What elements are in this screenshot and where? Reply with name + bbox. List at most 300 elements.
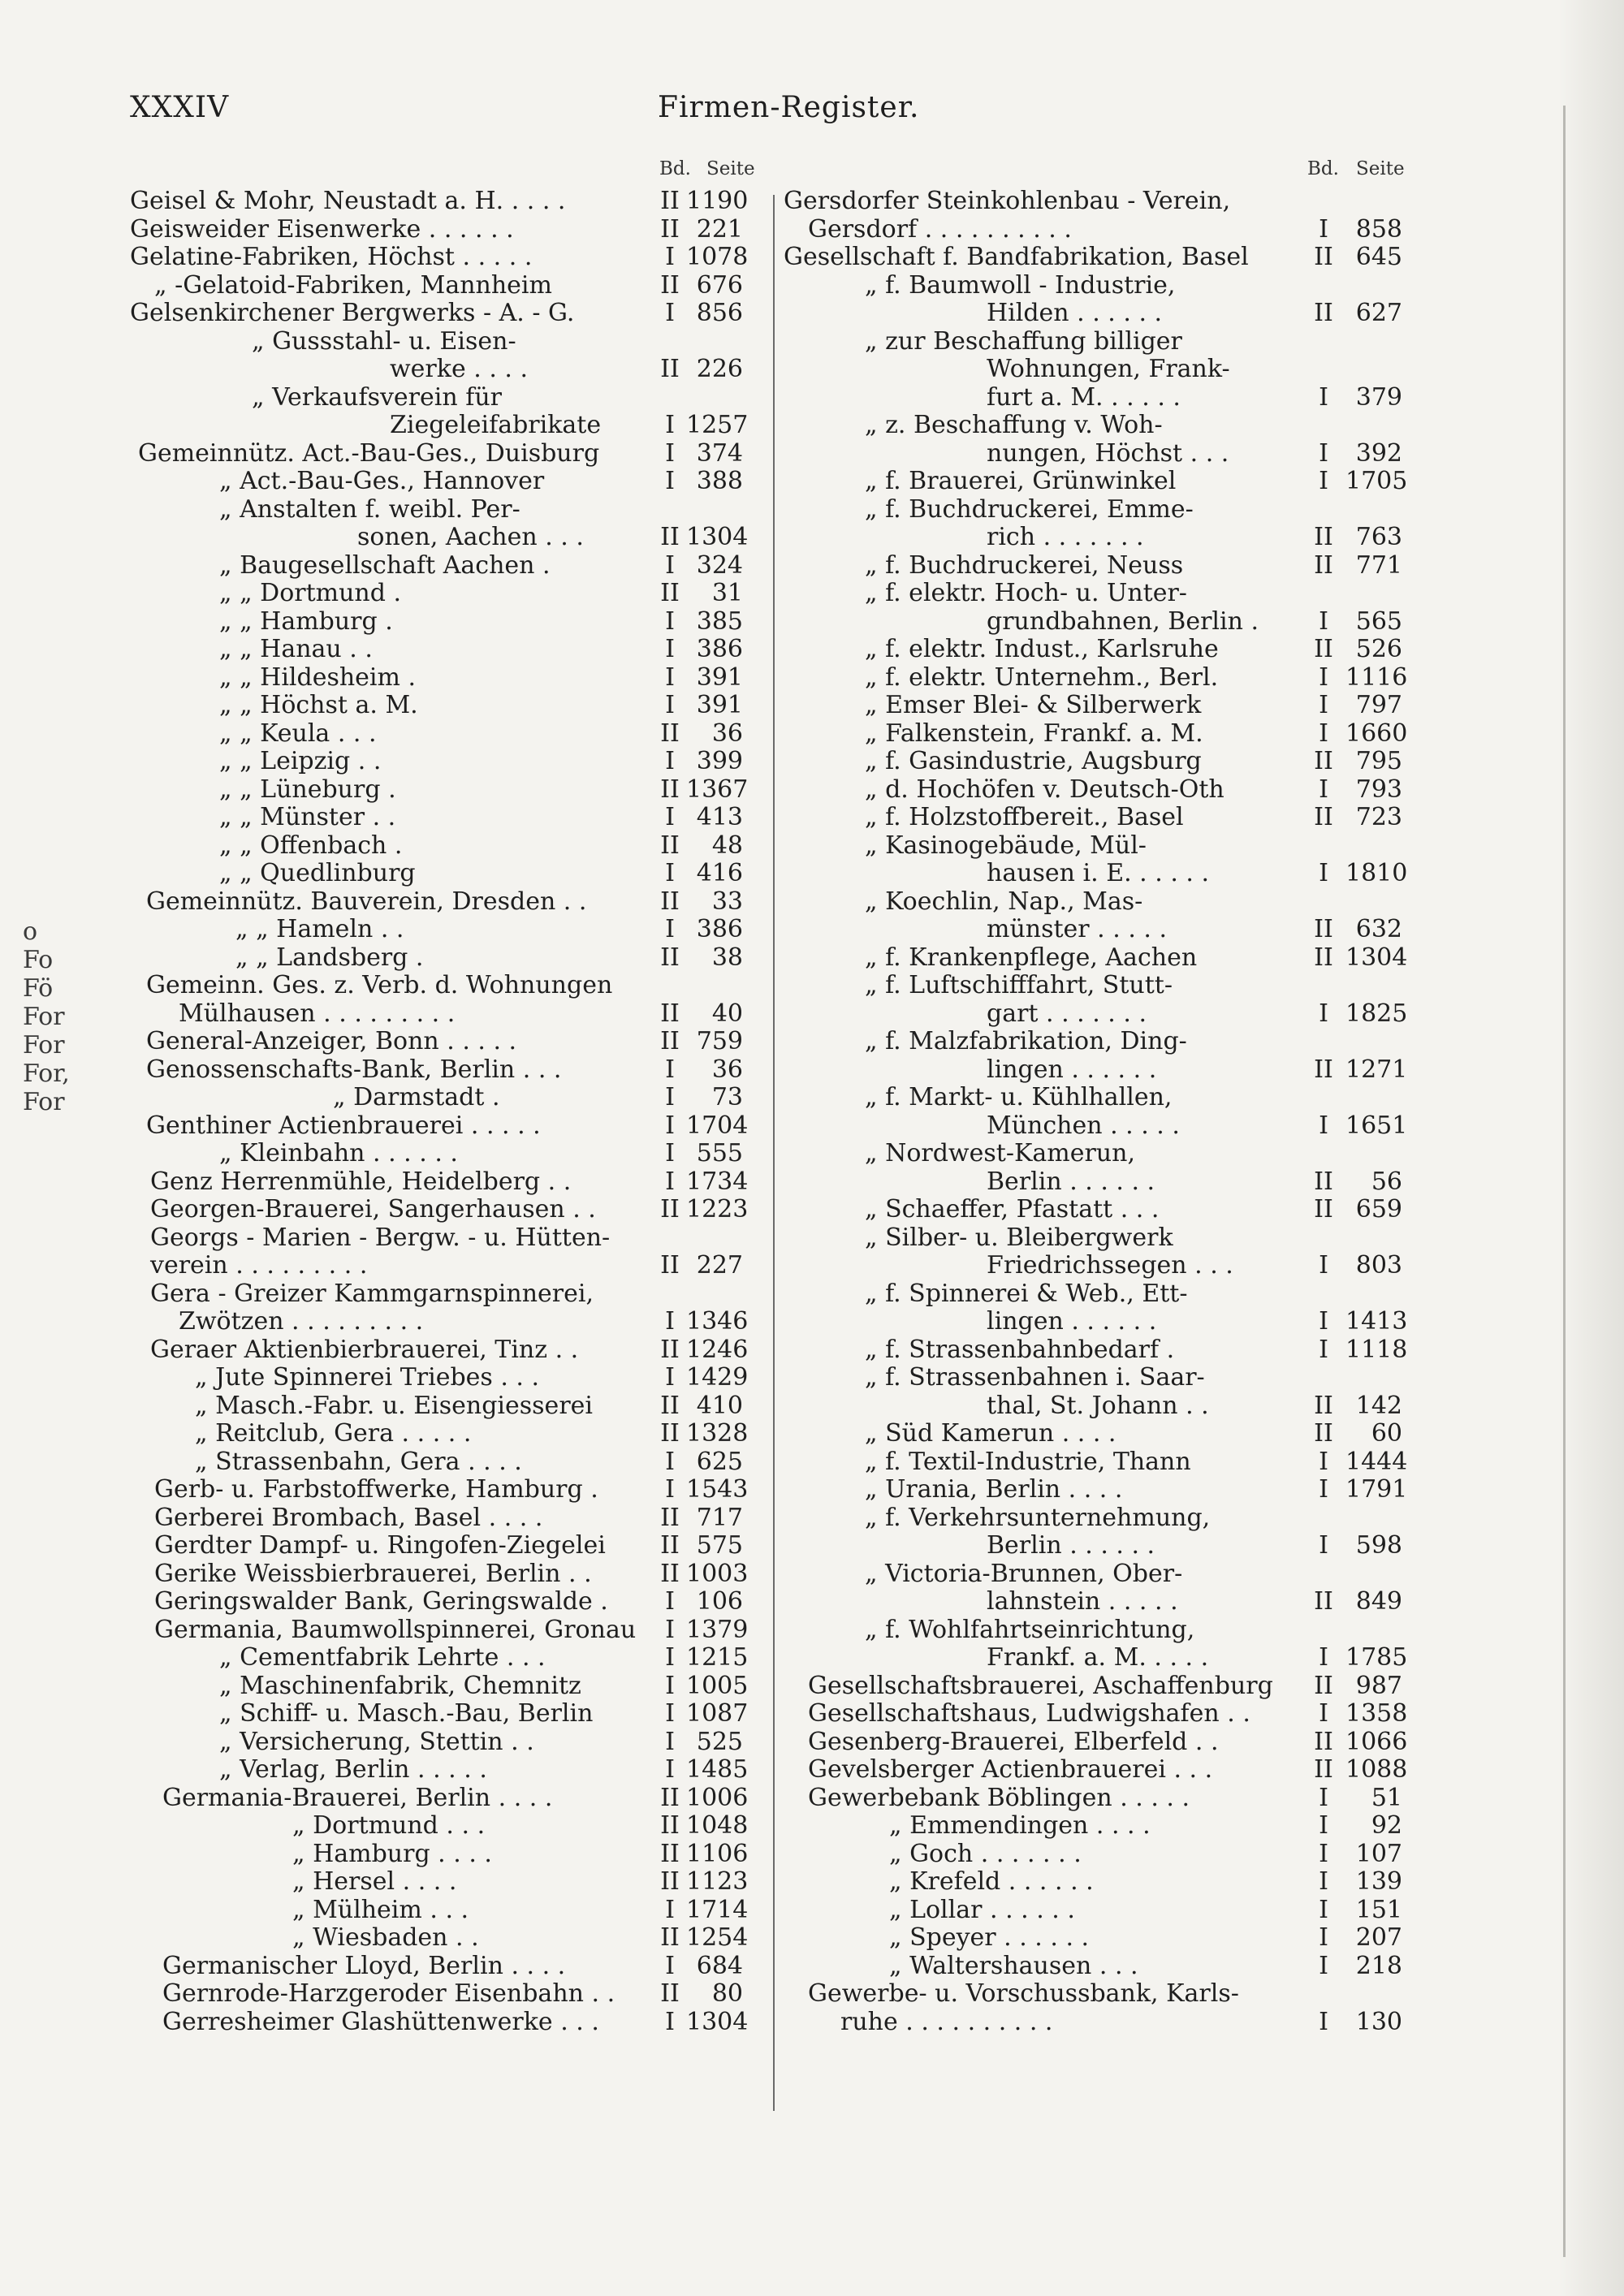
entry-volume: II bbox=[660, 1979, 680, 2008]
entry-name: „ f. Holzstoffbereit., Basel bbox=[865, 803, 1184, 831]
entry-page: 717 bbox=[696, 1503, 743, 1532]
register-entry bbox=[130, 524, 796, 552]
entry-page: 1444 bbox=[1345, 1447, 1408, 1476]
register-entry bbox=[784, 804, 1425, 832]
page-number: XXXIV bbox=[130, 91, 230, 124]
entry-volume: I bbox=[1319, 999, 1328, 1028]
entry-name: „ Süd Kamerun . . . . bbox=[865, 1419, 1116, 1448]
entry-page: 1116 bbox=[1345, 662, 1408, 692]
register-entry bbox=[784, 524, 1425, 552]
entry-volume: I bbox=[665, 1475, 675, 1504]
entry-volume: II bbox=[660, 719, 680, 748]
entry-page: 575 bbox=[696, 1531, 743, 1560]
register-entry bbox=[130, 1868, 796, 1897]
entry-volume: II bbox=[1314, 1055, 1333, 1084]
entry-page: 385 bbox=[696, 606, 743, 636]
entry-volume: I bbox=[665, 299, 675, 327]
entry-page: 1304 bbox=[1345, 943, 1408, 972]
entry-page: 771 bbox=[1355, 550, 1402, 580]
entry-page: 218 bbox=[1355, 1951, 1402, 1980]
register-entry bbox=[130, 272, 796, 300]
entry-name: Geisweider Eisenwerke . . . . . . bbox=[130, 214, 514, 244]
entry-volume: II bbox=[660, 1027, 680, 1055]
entry-name: „ zur Beschaffung billiger bbox=[865, 326, 1182, 356]
entry-page: 1087 bbox=[686, 1699, 749, 1728]
register-entry bbox=[784, 1140, 1425, 1168]
entry-page: 849 bbox=[1355, 1587, 1402, 1616]
entry-name: Gewerbebank Böblingen . . . . . bbox=[808, 1783, 1190, 1812]
entry-name: Gernrode-Harzgeroder Eisenbahn . . bbox=[162, 1979, 615, 2008]
entry-page: 1791 bbox=[1345, 1475, 1408, 1504]
entry-volume: I bbox=[1319, 467, 1328, 495]
margin-mark: o bbox=[23, 917, 38, 946]
entry-volume: I bbox=[665, 438, 675, 468]
entry-page: 1106 bbox=[686, 1839, 749, 1868]
register-entry bbox=[130, 580, 796, 608]
entry-page: 1118 bbox=[1345, 1335, 1408, 1364]
entry-page: 1190 bbox=[686, 187, 749, 215]
register-entry bbox=[784, 636, 1425, 664]
entry-page: 1304 bbox=[686, 523, 749, 551]
entry-page: 80 bbox=[711, 1979, 743, 2008]
entry-volume: I bbox=[665, 1447, 675, 1476]
entry-name: Frankf. a. M. . . . . bbox=[987, 1643, 1209, 1672]
entry-page: 793 bbox=[1355, 775, 1402, 804]
entry-volume: II bbox=[660, 1503, 680, 1532]
entry-name: „ f. Buchdruckerei, Emme- bbox=[865, 494, 1194, 524]
entry-name: „ f. Strassenbahnbedarf . bbox=[865, 1335, 1175, 1364]
entry-name: Gesellschaftshaus, Ludwigshafen . . bbox=[808, 1699, 1250, 1728]
entry-name: „ f. Luftschifffahrt, Stutt- bbox=[865, 971, 1173, 999]
register-entry bbox=[130, 776, 796, 805]
entry-volume: I bbox=[1319, 1643, 1328, 1672]
entry-name: Gerdter Dampf- u. Ringofen-Ziegelei bbox=[154, 1531, 606, 1560]
register-entry bbox=[130, 1280, 796, 1309]
entry-name: „ Schaeffer, Pfastatt . . . bbox=[865, 1195, 1160, 1224]
register-entry bbox=[130, 804, 796, 832]
register-entry bbox=[130, 1336, 796, 1365]
entry-volume: I bbox=[665, 550, 675, 580]
register-entry bbox=[130, 1812, 796, 1841]
entry-page: 525 bbox=[696, 1727, 743, 1756]
register-entry bbox=[130, 1532, 796, 1560]
entry-volume: II bbox=[1314, 1755, 1333, 1784]
entry-name: Gerresheimer Glashüttenwerke . . . bbox=[162, 2007, 599, 2036]
entry-page: 763 bbox=[1355, 523, 1402, 551]
entry-page: 48 bbox=[711, 831, 743, 860]
register-entry bbox=[784, 720, 1425, 749]
entry-name: werke . . . . bbox=[390, 355, 528, 383]
entry-volume: I bbox=[1319, 691, 1328, 719]
entry-page: 221 bbox=[696, 214, 743, 244]
entry-name: „ Victoria-Brunnen, Ober- bbox=[865, 1559, 1183, 1588]
entry-page: 1651 bbox=[1345, 1111, 1408, 1140]
entry-page: 659 bbox=[1355, 1195, 1402, 1224]
entry-volume: II bbox=[660, 1923, 680, 1952]
entry-name: Gersdorfer Steinkohlenbau - Verein, bbox=[784, 187, 1231, 215]
register-entry bbox=[784, 1868, 1425, 1897]
register-entry bbox=[130, 860, 796, 888]
entry-page: 40 bbox=[711, 999, 743, 1028]
entry-volume: II bbox=[660, 943, 680, 972]
entry-name: „ „ Hanau . . bbox=[219, 635, 373, 663]
entry-name: „ f. Markt- u. Kühlhallen, bbox=[865, 1083, 1173, 1111]
register-entry bbox=[784, 1980, 1425, 2009]
entry-volume: I bbox=[665, 1755, 675, 1784]
register-entry bbox=[130, 692, 796, 720]
entry-volume: II bbox=[1314, 1587, 1333, 1616]
right-column-header bbox=[784, 158, 1425, 188]
entry-name: Genthiner Actienbrauerei . . . . . bbox=[146, 1111, 541, 1140]
register-entry bbox=[784, 328, 1425, 356]
register-entry bbox=[784, 944, 1425, 973]
entry-page: 1123 bbox=[686, 1867, 749, 1896]
entry-page: 797 bbox=[1355, 691, 1402, 719]
entry-page: 526 bbox=[1355, 635, 1402, 663]
entry-volume: I bbox=[1319, 1783, 1328, 1812]
register-entry bbox=[784, 1056, 1425, 1085]
register-entry bbox=[130, 216, 796, 244]
entry-page: 1005 bbox=[686, 1671, 749, 1700]
entry-volume: I bbox=[1319, 1335, 1328, 1364]
register-entry bbox=[130, 188, 796, 216]
entry-volume: II bbox=[660, 187, 680, 215]
entry-name: „ „ Keula . . . bbox=[219, 719, 377, 748]
entry-page: 1734 bbox=[686, 1167, 749, 1196]
entry-name: „ f. elektr. Hoch- u. Unter- bbox=[865, 579, 1187, 607]
volume-header: Bd. bbox=[659, 158, 691, 179]
entry-page: 227 bbox=[696, 1251, 743, 1280]
register-entry bbox=[130, 1588, 796, 1616]
entry-name: „ „ Höchst a. M. bbox=[219, 691, 418, 719]
entry-name: Gersdorf . . . . . . . . . . bbox=[808, 214, 1072, 244]
entry-volume: II bbox=[660, 355, 680, 383]
entry-page: 36 bbox=[711, 1055, 743, 1084]
entry-volume: II bbox=[660, 270, 680, 300]
register-entry bbox=[130, 748, 796, 776]
entry-name: Georgen-Brauerei, Sangerhausen . . bbox=[150, 1195, 596, 1224]
entry-name: Berlin . . . . . . bbox=[987, 1167, 1155, 1196]
entry-page: 1379 bbox=[686, 1615, 749, 1644]
margin-mark: For, bbox=[23, 1060, 70, 1088]
entry-name: thal, St. Johann . . bbox=[987, 1391, 1209, 1420]
register-entry bbox=[130, 1224, 796, 1253]
entry-volume: I bbox=[665, 1055, 675, 1084]
entry-page: 324 bbox=[696, 550, 743, 580]
entry-volume: I bbox=[665, 1615, 675, 1644]
register-entry bbox=[130, 720, 796, 749]
register-entry bbox=[130, 1476, 796, 1504]
entry-volume: II bbox=[1314, 1391, 1333, 1420]
entry-name: „ „ Quedlinburg bbox=[219, 859, 416, 887]
entry-volume: I bbox=[665, 1951, 675, 1980]
entry-name: Georgs - Marien - Bergw. - u. Hütten- bbox=[150, 1223, 611, 1252]
entry-page: 676 bbox=[696, 270, 743, 300]
entry-name: „ „ Landsberg . bbox=[235, 943, 424, 972]
entry-page: 632 bbox=[1355, 915, 1402, 943]
entry-volume: II bbox=[660, 523, 680, 551]
entry-name: „ f. Spinnerei & Web., Ett- bbox=[865, 1279, 1188, 1308]
entry-page: 723 bbox=[1355, 803, 1402, 831]
entry-page: 1246 bbox=[686, 1335, 749, 1364]
entry-name: „ z. Beschaffung v. Woh- bbox=[865, 411, 1163, 439]
entry-name: Geringswalder Bank, Geringswalde . bbox=[154, 1587, 608, 1616]
entry-name: „ „ Hamburg . bbox=[219, 606, 393, 636]
entry-name: grundbahnen, Berlin . bbox=[987, 606, 1259, 636]
entry-name: Geisel & Mohr, Neustadt a. H. . . . . bbox=[130, 187, 566, 215]
entry-volume: II bbox=[1314, 747, 1333, 775]
entry-volume: II bbox=[660, 1335, 680, 1364]
entry-page: 625 bbox=[696, 1447, 743, 1476]
entry-volume: I bbox=[665, 1643, 675, 1672]
page-edge bbox=[1559, 0, 1624, 2296]
entry-page: 1429 bbox=[686, 1363, 749, 1392]
entry-name: Gesellschaftsbrauerei, Aschaffenburg bbox=[808, 1671, 1273, 1700]
entry-page: 555 bbox=[696, 1139, 743, 1167]
entry-name: „ f. Gasindustrie, Augsburg bbox=[865, 747, 1202, 775]
entry-name: „ Emser Blei- & Silberwerk bbox=[865, 691, 1202, 719]
register-entry bbox=[784, 1420, 1425, 1448]
register-entry bbox=[784, 1364, 1425, 1392]
entry-volume: I bbox=[665, 1895, 675, 1924]
entry-name: „ Krefeld . . . . . . bbox=[889, 1867, 1094, 1896]
register-entry bbox=[130, 1392, 796, 1421]
register-entry bbox=[784, 2009, 1425, 2037]
entry-page: 1413 bbox=[1345, 1307, 1408, 1336]
entry-page: 31 bbox=[711, 579, 743, 607]
entry-volume: I bbox=[1319, 606, 1328, 636]
entry-name: „ Hamburg . . . . bbox=[292, 1839, 492, 1868]
entry-name: „ Silber- u. Bleibergwerk bbox=[865, 1223, 1173, 1252]
register-entry bbox=[784, 1953, 1425, 1981]
entry-volume: II bbox=[660, 1531, 680, 1560]
entry-name: nungen, Höchst . . . bbox=[987, 438, 1229, 468]
entry-page: 33 bbox=[711, 887, 743, 916]
register-entry bbox=[130, 1728, 796, 1757]
entry-name: „ Hersel . . . . bbox=[292, 1867, 457, 1896]
entry-volume: I bbox=[665, 606, 675, 636]
entry-page: 565 bbox=[1355, 606, 1402, 636]
register-entry bbox=[784, 1308, 1425, 1336]
register-entry bbox=[784, 1785, 1425, 1813]
entry-name: Wohnungen, Frank- bbox=[987, 355, 1230, 383]
entry-page: 1006 bbox=[686, 1783, 749, 1812]
entry-volume: II bbox=[1314, 635, 1333, 663]
entry-page: 379 bbox=[1355, 382, 1402, 412]
entry-volume: I bbox=[1319, 662, 1328, 692]
register-entry bbox=[130, 1084, 796, 1112]
entry-volume: II bbox=[1314, 943, 1333, 972]
register-entry bbox=[130, 1168, 796, 1197]
entry-page: 1825 bbox=[1345, 999, 1408, 1028]
volume-header: Bd. bbox=[1307, 158, 1339, 179]
register-entry bbox=[130, 1448, 796, 1477]
entry-page: 1714 bbox=[686, 1895, 749, 1924]
register-entry bbox=[784, 1616, 1425, 1645]
entry-page: 1215 bbox=[686, 1643, 749, 1672]
entry-page: 759 bbox=[696, 1027, 743, 1055]
register-entry bbox=[784, 552, 1425, 580]
register-entry bbox=[784, 1280, 1425, 1309]
entry-volume: I bbox=[1319, 1531, 1328, 1560]
entry-page: 386 bbox=[696, 915, 743, 943]
entry-page: 856 bbox=[696, 299, 743, 327]
register-entry bbox=[130, 1980, 796, 2009]
entry-volume: I bbox=[1319, 1811, 1328, 1840]
entry-name: „ f. Strassenbahnen i. Saar- bbox=[865, 1363, 1205, 1392]
entry-page: 374 bbox=[696, 438, 743, 468]
register-entry bbox=[130, 608, 796, 637]
entry-volume: I bbox=[665, 243, 675, 271]
entry-page: 1785 bbox=[1345, 1643, 1408, 1672]
entry-volume: I bbox=[665, 1671, 675, 1700]
register-entry bbox=[784, 244, 1425, 272]
entry-page: 92 bbox=[1371, 1811, 1402, 1840]
page-fold-line bbox=[1563, 106, 1566, 2257]
register-entry bbox=[784, 300, 1425, 328]
entry-name: „ Nordwest-Kamerun, bbox=[865, 1139, 1135, 1167]
register-entry bbox=[130, 2009, 796, 2037]
entry-volume: I bbox=[665, 1699, 675, 1728]
entry-page: 1003 bbox=[686, 1559, 749, 1588]
register-entry bbox=[130, 1560, 796, 1589]
entry-name: „ f. Verkehrsunternehmung, bbox=[865, 1503, 1211, 1532]
entry-page: 399 bbox=[696, 747, 743, 775]
entry-name: „ Jute Spinnerei Triebes . . . bbox=[195, 1363, 540, 1392]
register-entry bbox=[130, 328, 796, 356]
entry-name: verein . . . . . . . . . bbox=[150, 1251, 368, 1280]
register-entry bbox=[130, 1056, 796, 1085]
register-entry bbox=[130, 1364, 796, 1392]
entry-name: „ -Gelatoid-Fabriken, Mannheim bbox=[154, 270, 552, 300]
register-entry bbox=[784, 1532, 1425, 1560]
entry-name: „ Maschinenfabrik, Chemnitz bbox=[219, 1671, 581, 1700]
register-entry bbox=[130, 1616, 796, 1645]
entry-name: rich . . . . . . . bbox=[987, 523, 1144, 551]
entry-name: Hilden . . . . . . bbox=[987, 299, 1163, 327]
entry-page: 142 bbox=[1355, 1391, 1402, 1420]
register-entry bbox=[130, 888, 796, 917]
register-entry bbox=[784, 1812, 1425, 1841]
entry-name: lahnstein . . . . . bbox=[987, 1587, 1178, 1616]
left-column bbox=[130, 158, 796, 2036]
entry-name: „ Kleinbahn . . . . . . bbox=[219, 1139, 458, 1167]
entry-volume: I bbox=[665, 1727, 675, 1756]
register-entry bbox=[130, 1196, 796, 1224]
register-entry bbox=[130, 636, 796, 664]
entry-name: „ d. Hochöfen v. Deutsch-Oth bbox=[865, 775, 1224, 804]
entry-page: 1066 bbox=[1345, 1727, 1408, 1756]
entry-page: 795 bbox=[1355, 747, 1402, 775]
entry-page: 1257 bbox=[686, 411, 749, 439]
register-entry bbox=[130, 944, 796, 973]
entry-volume: I bbox=[665, 1139, 675, 1167]
entry-name: „ Anstalten f. weibl. Per- bbox=[219, 494, 520, 524]
entry-name: lingen . . . . . . bbox=[987, 1055, 1157, 1084]
entry-volume: I bbox=[1319, 382, 1328, 412]
register-entry bbox=[130, 1028, 796, 1056]
entry-name: „ Versicherung, Stettin . . bbox=[219, 1727, 534, 1756]
entry-name: „ f. elektr. Unternehm., Berl. bbox=[865, 662, 1219, 692]
entry-page: 1328 bbox=[686, 1419, 749, 1448]
entry-volume: I bbox=[1319, 1839, 1328, 1868]
entry-name: „ f. Baumwoll - Industrie, bbox=[865, 270, 1176, 300]
entry-name: gart . . . . . . . bbox=[987, 999, 1147, 1028]
entry-page: 392 bbox=[1355, 438, 1402, 468]
margin-mark: Fö bbox=[23, 974, 54, 1003]
register-entry bbox=[784, 1560, 1425, 1589]
entry-page: 73 bbox=[711, 1083, 743, 1111]
entry-volume: II bbox=[660, 214, 680, 244]
register-entry bbox=[784, 468, 1425, 496]
page-header bbox=[130, 91, 1421, 132]
entry-name: „ f. Textil-Industrie, Thann bbox=[865, 1447, 1191, 1476]
register-entry bbox=[130, 1000, 796, 1029]
entry-page: 1304 bbox=[686, 2007, 749, 2036]
entry-name: Gerike Weissbierbrauerei, Berlin . . bbox=[154, 1559, 592, 1588]
entry-page: 207 bbox=[1355, 1923, 1402, 1952]
entry-name: „ f. Krankenpflege, Aachen bbox=[865, 943, 1198, 972]
margin-mark: For bbox=[23, 1003, 65, 1031]
entry-volume: II bbox=[660, 1839, 680, 1868]
page-header-label: Seite bbox=[1356, 158, 1405, 179]
entry-page: 139 bbox=[1355, 1867, 1402, 1896]
entry-page: 107 bbox=[1355, 1839, 1402, 1868]
register-entry bbox=[784, 1644, 1425, 1672]
register-entry bbox=[130, 412, 796, 440]
entry-volume: I bbox=[1319, 1699, 1328, 1728]
entry-name: „ Falkenstein, Frankf. a. M. bbox=[865, 719, 1203, 748]
entry-page: 38 bbox=[711, 943, 743, 972]
entry-name: furt a. M. . . . . . bbox=[987, 382, 1181, 412]
entry-name: „ f. Brauerei, Grünwinkel bbox=[865, 467, 1177, 495]
entry-name: hausen i. E. . . . . . bbox=[987, 859, 1209, 887]
register-entry bbox=[784, 1588, 1425, 1616]
entry-name: „ „ Dortmund . bbox=[219, 579, 402, 607]
entry-volume: II bbox=[660, 1391, 680, 1420]
entry-volume: I bbox=[1319, 1447, 1328, 1476]
register-entry bbox=[130, 244, 796, 272]
entry-name: „ Gussstahl- u. Eisen- bbox=[252, 326, 516, 356]
entry-volume: I bbox=[1319, 1895, 1328, 1924]
entry-name: „ Dortmund . . . bbox=[292, 1811, 486, 1840]
entry-name: Gemeinnütz. Bauverein, Dresden . . bbox=[146, 887, 587, 916]
entry-volume: II bbox=[1314, 1419, 1333, 1448]
register-entry bbox=[784, 440, 1425, 468]
entry-name: sonen, Aachen . . . bbox=[357, 523, 584, 551]
register-entry bbox=[784, 188, 1425, 216]
register-entry bbox=[784, 692, 1425, 720]
entry-volume: II bbox=[1314, 550, 1333, 580]
register-entry bbox=[784, 496, 1425, 524]
entry-volume: II bbox=[1314, 1195, 1333, 1224]
entry-name: Geraer Aktienbierbrauerei, Tinz . . bbox=[150, 1335, 579, 1364]
entry-name: Gesellschaft f. Bandfabrikation, Basel bbox=[784, 243, 1249, 271]
entry-page: 803 bbox=[1355, 1251, 1402, 1280]
entry-page: 1485 bbox=[686, 1755, 749, 1784]
entry-name: „ f. Wohlfahrtseinrichtung, bbox=[865, 1615, 1195, 1644]
entry-volume: II bbox=[660, 1783, 680, 1812]
entry-volume: I bbox=[665, 1363, 675, 1392]
entry-volume: I bbox=[665, 747, 675, 775]
register-entry bbox=[130, 300, 796, 328]
entry-name: Gerberei Brombach, Basel . . . . bbox=[154, 1503, 543, 1532]
entry-name: Gemeinn. Ges. z. Verb. d. Wohnungen bbox=[146, 971, 613, 999]
entry-volume: I bbox=[1319, 2007, 1328, 2036]
register-entry bbox=[784, 860, 1425, 888]
entry-name: „ Act.-Bau-Ges., Hannover bbox=[219, 467, 545, 495]
register-entry bbox=[784, 1252, 1425, 1280]
